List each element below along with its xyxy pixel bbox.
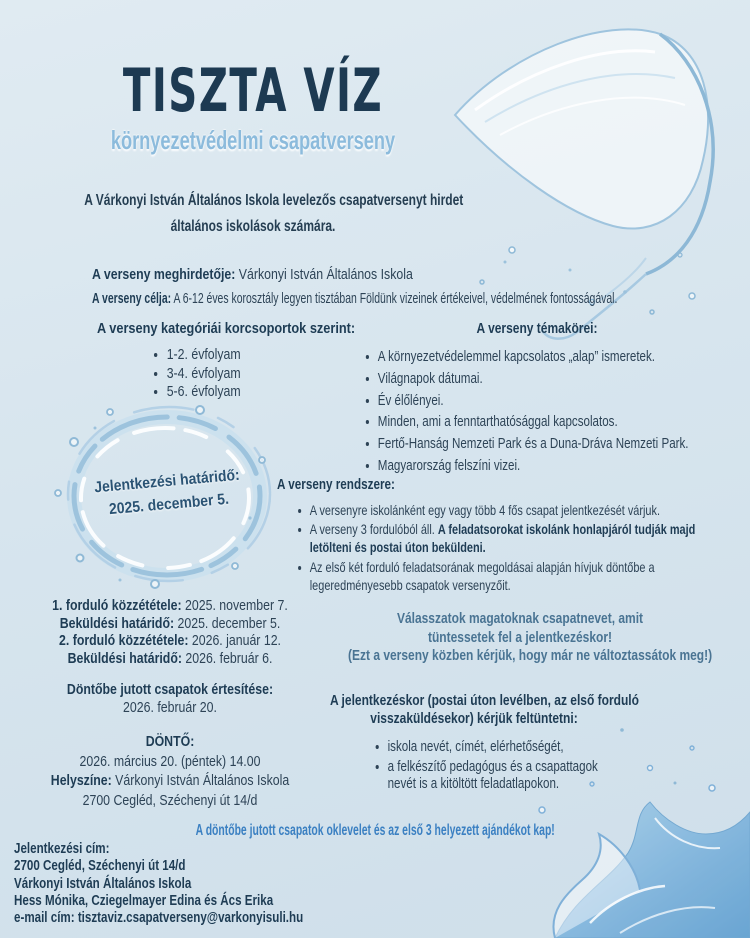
registration-heading-line-1: A jelentkezéskor (postai úton levélben, az első forduló bbox=[330, 692, 639, 709]
meta-lines bbox=[92, 263, 750, 311]
list-item: • a felkészítő pedagógus és a csapattagok nevét is a kitöltött feladatlapokon. bbox=[388, 759, 628, 793]
header bbox=[28, 57, 478, 155]
list-item: • Az első két forduló feladatsorának megoldásai alapján hívjuk döntőbe a legeredményesebb csapatok versenyzőit. bbox=[310, 558, 698, 594]
deadline-date: 2025. december 5. bbox=[108, 490, 230, 519]
team-note-line-1: Válasszatok magatoknak csapatnevet, amit bbox=[396, 610, 644, 627]
system-bullet2-bold: A feladatsorokat iskolánk honlapjáról tudják majd letölteni és postai úton beküldeni. bbox=[309, 521, 696, 556]
schedule-row bbox=[38, 616, 302, 634]
venue-label: Helyszíne: bbox=[50, 773, 112, 789]
schedule-row bbox=[38, 651, 302, 669]
registration-heading-line-2: visszaküldésekor) kérjük feltüntetni: bbox=[370, 710, 578, 727]
schedule-label: 1. forduló közzététele: bbox=[52, 598, 182, 614]
footer-contact bbox=[14, 841, 414, 927]
award-note bbox=[17, 822, 733, 840]
list-item: • Év élőlényei. bbox=[378, 391, 709, 413]
final-block bbox=[38, 733, 302, 811]
footer-email: e-mail cím: tisztaviz.csapatverseny@varkonyisuli.hu bbox=[14, 910, 304, 927]
schedule-value: 2026. január 12. bbox=[188, 633, 281, 649]
announcer-label: A verseny meghirdetője: bbox=[92, 267, 236, 283]
page-subtitle: környezetvédelmi csapatverseny bbox=[110, 125, 396, 155]
list-item: • Magyarország felszíni vizei. bbox=[378, 456, 709, 478]
notify-block bbox=[38, 682, 302, 717]
announcer-line bbox=[92, 263, 653, 287]
page-title: TISZTA VÍZ bbox=[122, 57, 384, 126]
final-datetime: 2026. március 20. (péntek) 14.00 bbox=[79, 753, 261, 770]
topics-list bbox=[378, 347, 709, 478]
notify-date: 2026. február 20. bbox=[123, 699, 217, 716]
schedule-section bbox=[38, 598, 302, 811]
schedule-value: 2025. november 7. bbox=[181, 598, 288, 614]
footer-line: 2700 Cegléd, Széchenyi út 14/d bbox=[14, 858, 186, 875]
list-item: • iskola nevét, címét, elérhetőségét, bbox=[388, 739, 628, 756]
list-item: • 5-6. évfolyam bbox=[167, 383, 335, 402]
list-item: • 1-2. évfolyam bbox=[167, 346, 335, 365]
intro-line-2: általános iskolások számára. bbox=[170, 218, 336, 235]
award-note-text: A döntőbe jutott csapatok oklevelet és az első 3 helyezett ajándékot kap! bbox=[195, 822, 555, 839]
schedule-label: 2. forduló közzététele: bbox=[59, 633, 189, 649]
categories-heading: A verseny kategóriái korcsoportok szerint: bbox=[97, 320, 356, 337]
list-item: • Fertő-Hanság Nemzeti Park és a Duna-Dráva Nemzeti Park. bbox=[378, 434, 709, 456]
registration-list bbox=[388, 739, 682, 793]
list-item: • 3-4. évfolyam bbox=[167, 365, 335, 384]
schedule-value: 2026. február 6. bbox=[181, 650, 273, 667]
final-heading: DÖNTŐ: bbox=[145, 734, 195, 750]
list-item: • A környezetvédelemmel kapcsolatos „alap” ismeretek. bbox=[378, 347, 709, 369]
final-venue bbox=[38, 772, 302, 792]
announcer-value: Várkonyi István Általános Iskola bbox=[238, 267, 413, 283]
schedule-label: Beküldési határidő: bbox=[59, 615, 175, 632]
goal-value: A 6-12 éves korosztály legyen tisztában Földünk vizeinek értékeivel, védelmének fontosságával. bbox=[173, 291, 618, 307]
goal-line bbox=[92, 287, 618, 311]
team-name-note bbox=[348, 610, 713, 666]
venue-value: Várkonyi István Általános Iskola bbox=[111, 773, 290, 789]
list-item: • A versenyre iskolánként egy vagy több 4 fős csapat jelentkezését várjuk. bbox=[310, 501, 698, 519]
team-note-line-2: tüntessetek fel a jelentkezéskor! bbox=[427, 628, 613, 646]
categories-section bbox=[97, 320, 356, 402]
schedule-row bbox=[38, 633, 302, 651]
system-heading: A verseny rendszere: bbox=[277, 476, 395, 493]
deadline-label: Jelentkezési határidő: bbox=[93, 466, 241, 497]
topics-section bbox=[365, 320, 709, 478]
footer-line: Várkonyi István Általános Iskola bbox=[14, 875, 192, 892]
schedule-label: Beküldési határidő: bbox=[67, 650, 182, 667]
topics-heading: A verseny témakörei: bbox=[476, 320, 598, 337]
footer-line: Jelentkezési cím: bbox=[14, 841, 110, 857]
registration-section bbox=[330, 692, 682, 796]
categories-list bbox=[167, 346, 335, 402]
notify-heading: Döntőbe jutott csapatok értesítése: bbox=[66, 682, 274, 698]
schedule-value: 2025. december 5. bbox=[174, 615, 281, 632]
intro-line-1: A Várkonyi István Általános Iskola levelezős csapatversenyt hirdet bbox=[84, 192, 464, 209]
system-bullet2-normal: A verseny 3 fordulóból áll. bbox=[309, 521, 438, 538]
system-section bbox=[277, 476, 698, 595]
intro-text bbox=[28, 188, 478, 240]
team-note-line-3: (Ezt a verseny közben kérjük, hogy már ne változtassátok meg!) bbox=[348, 647, 713, 664]
schedule-row bbox=[38, 598, 302, 616]
list-item: • Világnapok dátumai. bbox=[378, 369, 709, 391]
final-address: 2700 Cegléd, Széchenyi út 14/d bbox=[82, 792, 258, 809]
footer-line: Hess Mónika, Cziegelmayer Edina és Ács Erika bbox=[14, 892, 274, 909]
list-item bbox=[310, 520, 698, 556]
list-item: • Minden, ami a fenntarthatósággal kapcsolatos. bbox=[378, 412, 709, 434]
registration-heading bbox=[330, 692, 639, 728]
system-list bbox=[310, 501, 698, 594]
goal-label: A verseny célja: bbox=[92, 291, 172, 307]
